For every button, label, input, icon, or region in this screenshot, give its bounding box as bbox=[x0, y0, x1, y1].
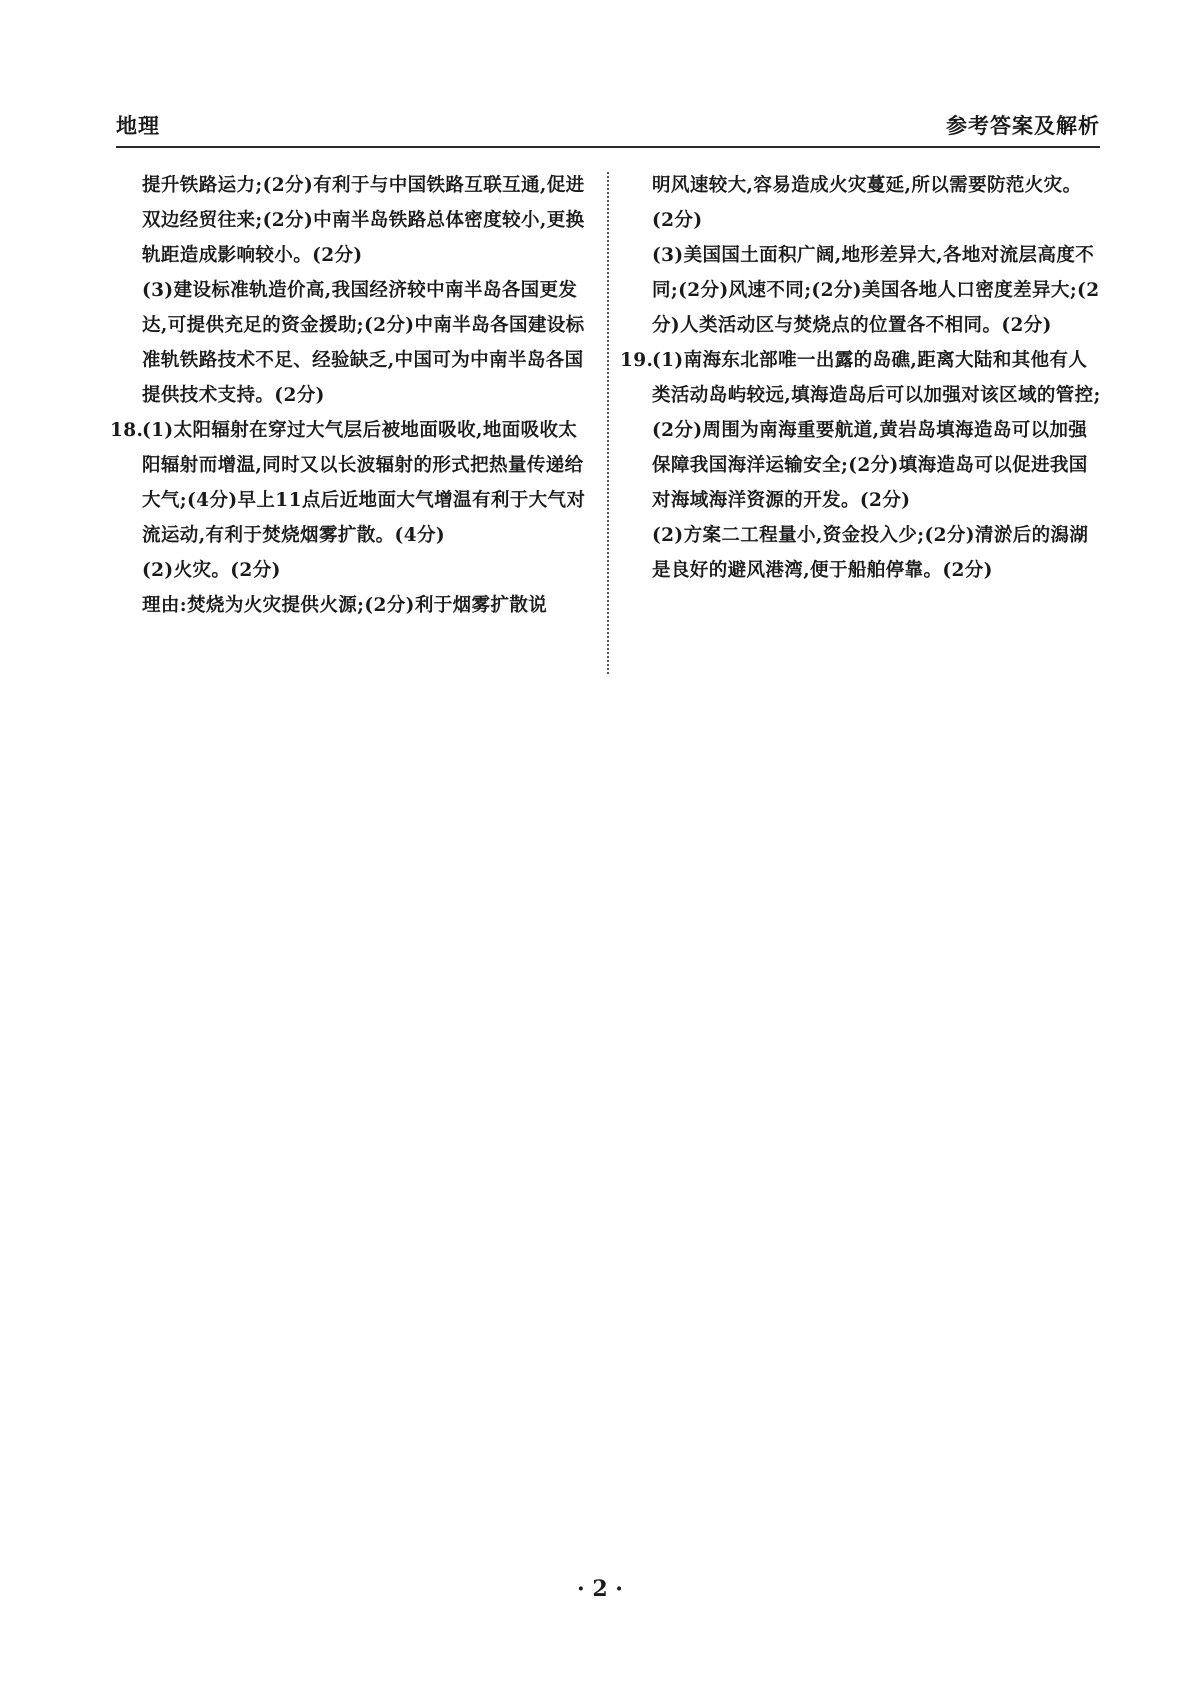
page-number: · 2 · bbox=[577, 1576, 623, 1602]
question-18-number: 18. bbox=[110, 420, 144, 441]
document-title: 参考答案及解析 bbox=[946, 114, 1100, 138]
answer-17-part-3: (3)建设标准轨造价高,我国经济较中南半岛各国更发达,可提供充足的资金援助;(2分)中南半岛各国建设标准轨铁路技术不足、经验缺乏,中国可为中南半岛各国提供技术支持。(2分) bbox=[142, 280, 585, 406]
answer-19-part-2: (2)方案二工程量小,资金投入少;(2分)清淤后的潟湖是良好的避风港湾,便于船舶停靠。(2分) bbox=[652, 525, 1089, 581]
subject-label: 地理 bbox=[116, 114, 160, 138]
right-column bbox=[620, 168, 1102, 588]
answer-18-part-2: (2)火灾。(2分) bbox=[142, 560, 281, 581]
question-18-block bbox=[110, 413, 592, 623]
page-header bbox=[116, 104, 1100, 148]
answer-18-reason: 理由:焚烧为火灾提供火源;(2分)利于烟雾扩散说 bbox=[142, 595, 548, 616]
column-divider bbox=[607, 172, 609, 674]
question-19-number: 19. bbox=[620, 350, 654, 371]
left-column bbox=[110, 168, 592, 623]
answer-18-reason-continued: 明风速较大,容易造成火灾蔓延,所以需要防范火灾。(2分) bbox=[652, 175, 1082, 231]
answer-19-part-1: (1)南海东北部唯一出露的岛礁,距离大陆和其他有人类活动岛屿较远,填海造岛后可以加强对该区域的管控;(2分)周围为南海重要航道,黄岩岛填海造岛可以加强保障我国海洋运输安全;(2分)填海造岛可以促进我国对海域海洋资源的开发。(2分) bbox=[652, 350, 1101, 511]
question-19-block bbox=[620, 343, 1102, 588]
answer-17-continued: 提升铁路运力;(2分)有利于与中国铁路互联互通,促进双边经贸往来;(2分)中南半岛铁路总体密度较小,更换轨距造成影响较小。(2分) bbox=[142, 175, 585, 266]
answer-18-part-1: (1)太阳辐射在穿过大气层后被地面吸收,地面吸收太阳辐射而增温,同时又以长波辐射的形式把热量传递给大气;(4分)早上11点后近地面大气增温有利于大气对流运动,有利于焚烧烟雾扩散。(4分) bbox=[142, 420, 586, 546]
answer-18-part-3: (3)美国国土面积广阔,地形差异大,各地对流层高度不同;(2分)风速不同;(2分)美国各地人口密度差异大;(2分)人类活动区与焚烧点的位置各不相同。(2分) bbox=[652, 245, 1100, 336]
